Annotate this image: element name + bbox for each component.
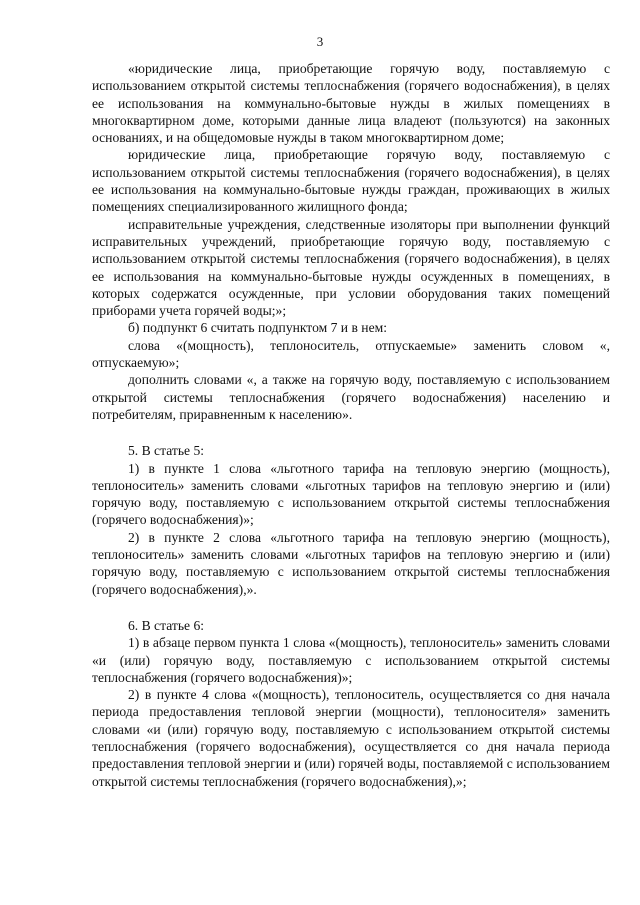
paragraph: исправительные учреждения, следственные изоляторы при выполнении функций исправительных учреждений, приобретающие горячую воду, поставляемую с использованием открытой системы теплоснабжения (горячего водоснабжения), в целях ее использования на коммунально-бытовые нужды осужденных в помещениях, в которых содержатся осужденные, при условии оборудования таких помещений приборами учета горячей воды;»; [92,216,610,319]
page-number: 3 [316,34,324,49]
paragraph: слова «(мощность), теплоноситель, отпускаемые» заменить словом «, отпускаемую»; [92,337,610,371]
paragraph: 1) в абзаце первом пункта 1 слова «(мощность), теплоноситель» заменить словами «и (или) горячую воду, поставляемую с использованием открытой системы теплоснабжения (горячего водоснабжения)»; [92,635,610,685]
paragraph: юридические лица, приобретающие горячую воду, поставляемую с использованием открытой системы теплоснабжения (горячего водоснабжения), в целях ее использования на коммунально-бытовые нужды граждан, проживающих в жилых помещениях специализированного жилищного фонда; [92,147,610,215]
paragraph: 2) в пункте 2 слова «льготного тарифа на тепловую энергию (мощность), теплоноситель» заменить словами «льготных тарифов на тепловую энергию и (или) горячую воду, поставляемую с использованием открытой системы теплоснабжения (горячего водоснабжения),». [92,529,610,597]
paragraph: «юридические лица, приобретающие горячую воду, поставляемую с использованием открытой системы теплоснабжения (горячего водоснабжения), в целях ее использования на коммунально-бытовые нужды в жилых помещениях в многоквартирном доме, которыми данные лица владеют (пользуются) на законных основаниях, и на общедомовые нужды в таком многоквартирном доме; [92,61,610,146]
paragraph: дополнить словами «, а также на горячую воду, поставляемую с использованием открытой системы теплоснабжения (горячего водоснабжения) населению и потребителям, приравненным к населению». [92,372,610,422]
paragraph: 2) в пункте 4 слова «(мощность), теплоноситель, осуществляется со дня начала периода предоставления тепловой энергии (мощности), теплоносителя» заменить словами «и (или) горячую воду, поставляемую с использованием открытой системы теплоснабжения (горячего водоснабжения), осуществляется со дня начала периода предоставления тепловой энергии и (или) горячей воды, поставляемой с использованием открытой системы теплоснабжения (горячего водоснабжения),»; [92,687,610,789]
document-body [92,60,610,790]
paragraph: б) подпункт 6 считать подпунктом 7 и в нем: [128,320,387,336]
section-heading: 6. В статье 6: [128,617,205,633]
paragraph: 1) в пункте 1 слова «льготного тарифа на тепловую энергию (мощность), теплоноситель» заменить словами «льготных тарифов на тепловую энергию и (или) горячую воду, поставляемую с использованием открытой системы теплоснабжения (горячего водоснабжения)»; [92,460,610,528]
section-heading: 5. В статье 5: [128,443,205,459]
